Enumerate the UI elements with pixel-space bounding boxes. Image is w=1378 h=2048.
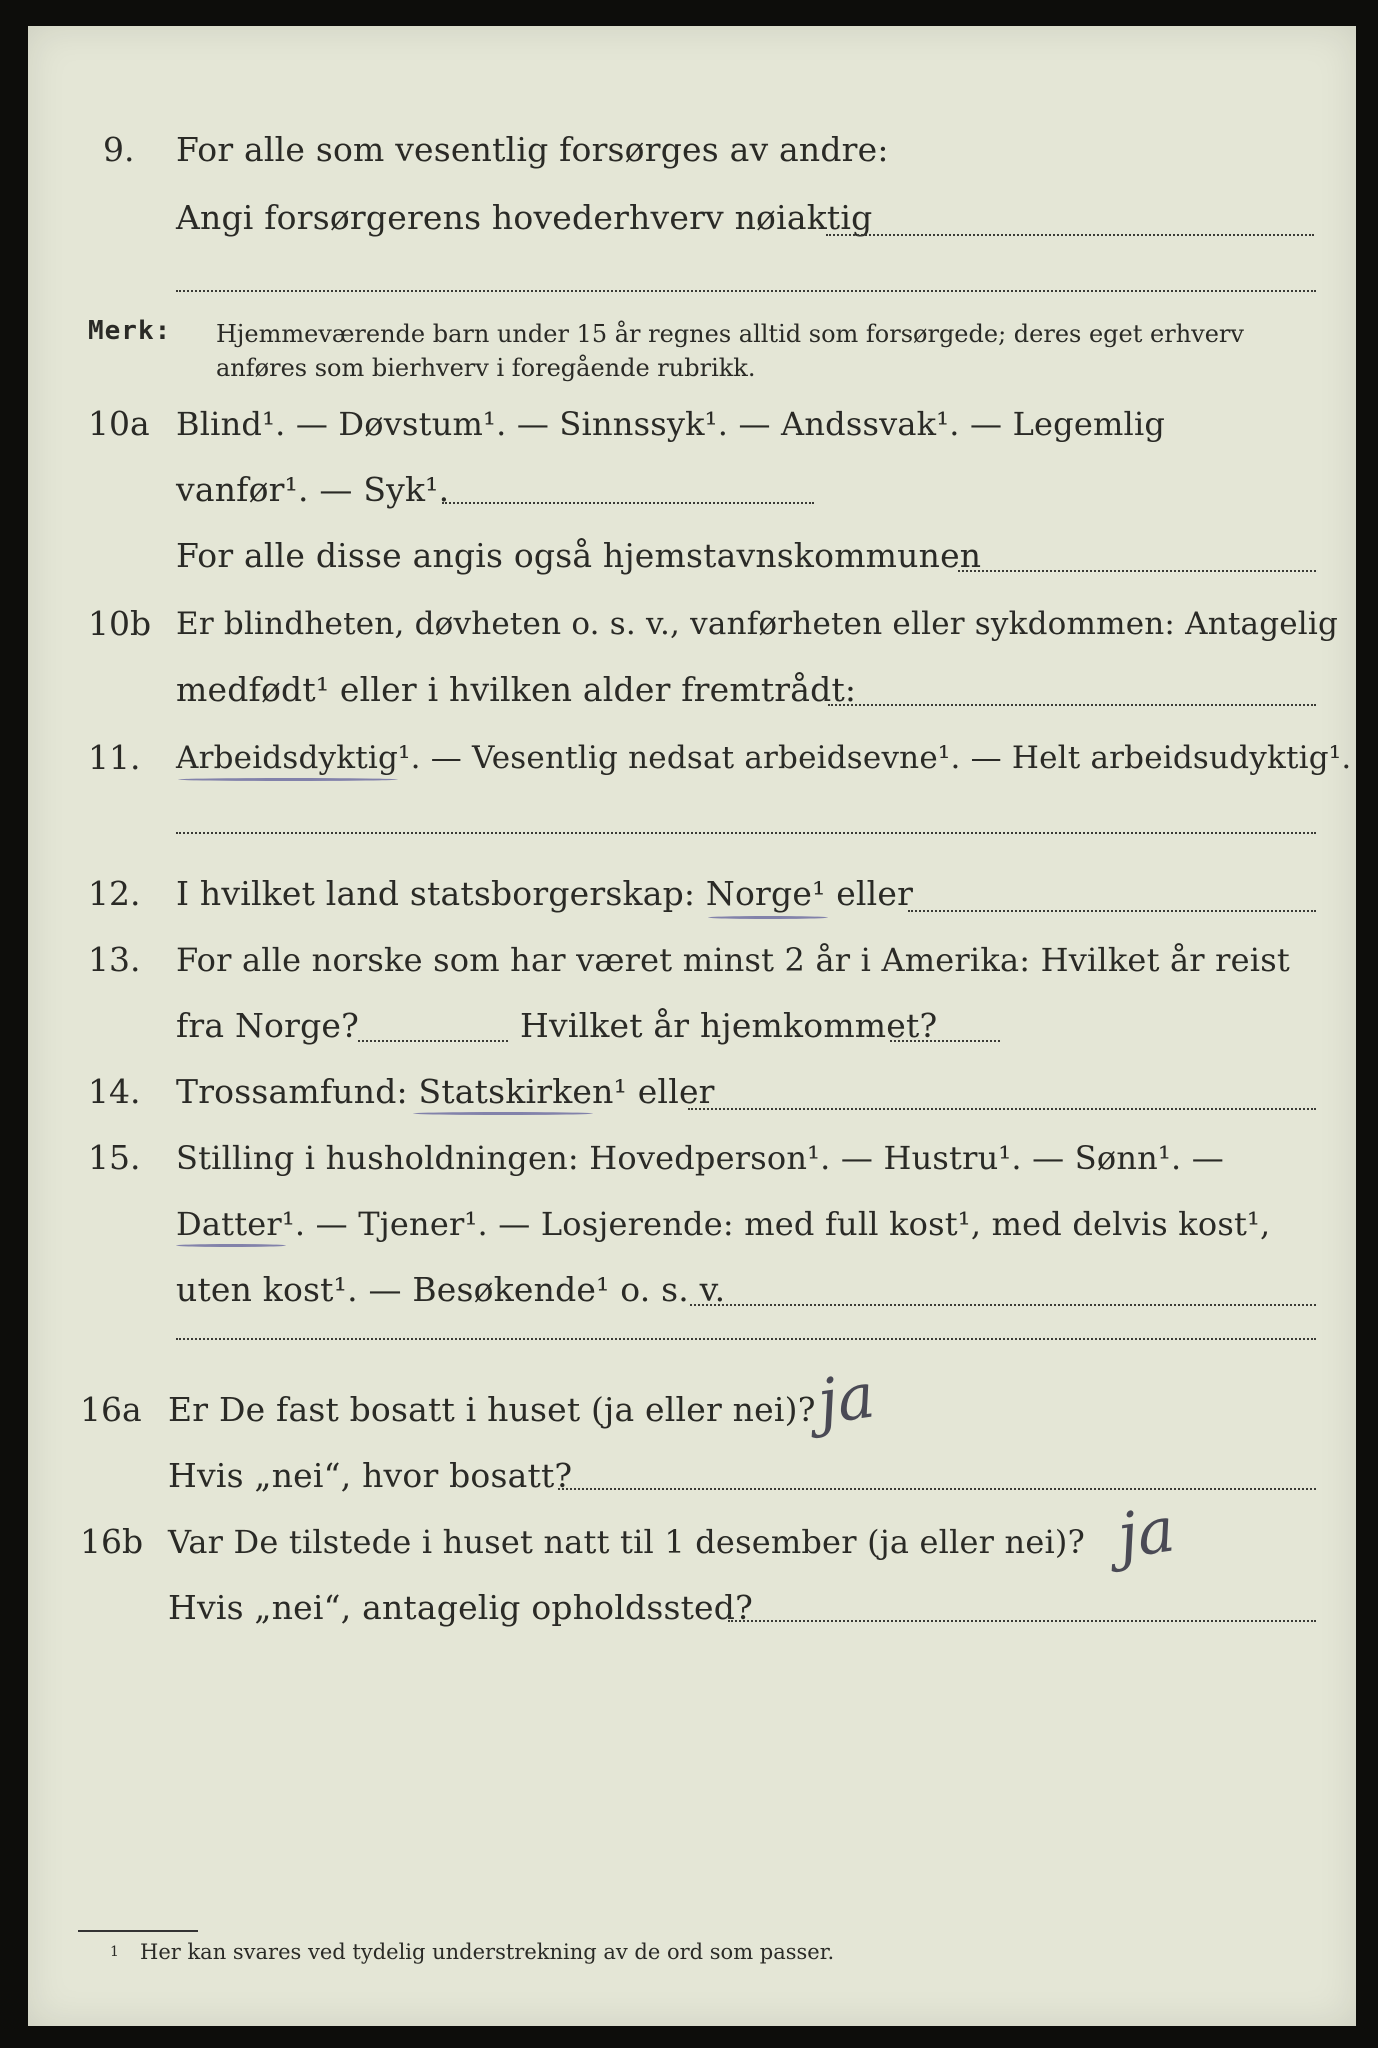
q15-number: 15. (88, 1138, 141, 1177)
q13-line2a: fra Norge? (176, 1006, 360, 1045)
q13-year-returned-line (890, 1040, 1000, 1042)
q15-answer-line (690, 1304, 1316, 1306)
footnote-rule (78, 1930, 198, 1932)
q16b-line2: Hvis „nei“, antagelig opholdssted? (168, 1588, 753, 1627)
q9-line2: Angi forsørgerens hovederhverv nøiaktig (176, 198, 873, 237)
q11-answer-line (176, 832, 1316, 834)
q14-answer-line (688, 1108, 1316, 1110)
merk-label: Merk: (88, 316, 172, 346)
q16b-answer-line (728, 1620, 1316, 1622)
q9-line1: For alle som vesentlig forsørges av andre: (176, 130, 889, 169)
footnote-mark: 1 (110, 1944, 119, 1960)
q16a-answer-line (558, 1488, 1316, 1490)
q10a-line3: For alle disse angis også hjemstavnskommunen (176, 536, 982, 575)
q14-number: 14. (88, 1072, 141, 1111)
q15-answer-line-2 (176, 1338, 1316, 1340)
q13-line1: For alle norske som har været minst 2 år i Amerika: Hvilket år reist (176, 941, 1290, 979)
q13-year-left-line (358, 1040, 508, 1042)
q14-line1: Trossamfund: Statskirken¹ eller (176, 1072, 715, 1111)
q16a-line1: Er De fast bosatt i huset (ja eller nei)? (168, 1390, 816, 1429)
q13-line2b: Hvilket år hjemkommet? (520, 1006, 938, 1045)
q15-line2: Datter¹. — Tjener¹. — Losjerende: med full kost¹, med delvis kost¹, (176, 1205, 1271, 1243)
q10a-line2: vanfør¹. — Syk¹. (176, 470, 450, 509)
census-form-page (28, 26, 1356, 2026)
q16b-line1: Var De tilstede i huset natt til 1 desember (ja eller nei)? (168, 1523, 1085, 1561)
q16b-number: 16b (80, 1522, 144, 1561)
q16a-line2: Hvis „nei“, hvor bosatt? (168, 1456, 573, 1495)
q15-line3: uten kost¹. — Besøkende¹ o. s. v. (176, 1270, 726, 1309)
q15-line1: Stilling i husholdningen: Hovedperson¹. — Hustru¹. — Sønn¹. — (176, 1139, 1224, 1177)
q16b-handwritten-answer: ja (1113, 1492, 1179, 1573)
q12-answer-line (908, 910, 1316, 912)
q11-line1: Arbeidsdyktig¹. — Vesentlig nedsat arbeidsevne¹. — Helt arbeidsudyktig¹. (176, 740, 1352, 776)
q16a-number: 16a (80, 1390, 142, 1429)
arbeidsdyktig-pen-underline (178, 778, 398, 781)
q13-number: 13. (88, 940, 141, 979)
q10b-number: 10b (88, 604, 152, 643)
q10b-answer-line (828, 704, 1316, 706)
merk-line1: Hjemmeværende barn under 15 år regnes alltid som forsørgede; deres eget erhverv (216, 320, 1244, 348)
q11-number: 11. (88, 738, 141, 777)
q9-answer-line (826, 234, 1314, 236)
statskirken-pen-underline (413, 1112, 593, 1115)
q12-number: 12. (88, 874, 141, 913)
merk-line2: anføres som bierhverv i foregående rubrikk. (216, 354, 756, 382)
q10a-kommune-line (958, 570, 1316, 572)
q10a-number: 10a (88, 404, 150, 443)
q10a-line1: Blind¹. — Døvstum¹. — Sinnssyk¹. — Andssvak¹. — Legemlig (176, 405, 1166, 443)
q10a-answer-line (442, 502, 814, 504)
q9-number: 9. (103, 130, 135, 169)
q9-answer-line-2 (176, 290, 1316, 292)
q10b-line2: medfødt¹ eller i hvilken alder fremtrådt: (176, 670, 857, 709)
q10b-line1: Er blindheten, døvheten o. s. v., vanførheten eller sykdommen: Antagelig (176, 606, 1339, 642)
datter-pen-underline (176, 1244, 286, 1247)
q12-line1: I hvilket land statsborgerskap: Norge¹ eller (176, 874, 914, 913)
footnote-text: Her kan svares ved tydelig understrekning av de ord som passer. (140, 1940, 835, 1964)
q16a-handwritten-answer: ja (813, 1358, 879, 1439)
norge-pen-underline (708, 916, 828, 919)
